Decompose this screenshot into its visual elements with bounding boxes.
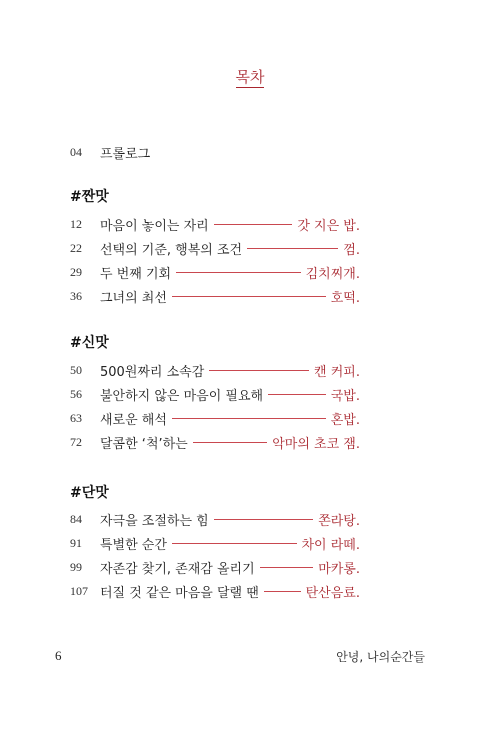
toc-entry-title: 프롤로그 (100, 146, 151, 162)
section-entries (70, 212, 360, 308)
toc-entry[interactable] (70, 212, 360, 236)
toc-entry-title: 특별한 순간 (100, 537, 167, 553)
leader-line (172, 543, 297, 544)
toc-entry-title: 달콤한 ‘척’하는 (100, 436, 188, 452)
toc-entry-food: 갓 지은 밥. (297, 218, 360, 234)
toc-entry-page: 22 (70, 240, 82, 255)
toc-entry-title: 두 번째 기회 (100, 266, 172, 282)
leader-line (260, 567, 314, 568)
page-number: 6 (55, 648, 62, 663)
toc-entry-page: 36 (70, 288, 82, 303)
toc-prologue (70, 140, 360, 164)
toc-entry[interactable] (70, 140, 360, 164)
leader-line (209, 370, 309, 371)
toc-entry-food: 캔 커피. (314, 364, 360, 380)
leader-line (172, 418, 326, 419)
toc-entry-food: 김치찌개. (305, 266, 360, 282)
toc-entry-food: 악마의 초코 잼. (272, 436, 360, 452)
leader-line (247, 248, 338, 249)
running-book-title: 안녕, 나의순간들 (336, 650, 425, 664)
toc-entry-food: 혼밥. (330, 412, 360, 428)
leader-line (172, 296, 326, 297)
toc-entry-title: 불안하지 않은 마음이 필요해 (100, 388, 264, 404)
toc-entry[interactable] (70, 531, 360, 555)
toc-entry[interactable] (70, 507, 360, 531)
section-heading: #단맛 (70, 485, 109, 501)
toc-entry-title: 자극을 조절하는 힘 (100, 513, 209, 529)
toc-entry-page: 107 (70, 583, 88, 598)
toc-entry-page: 12 (70, 216, 82, 231)
toc-entry-title: 새로운 해석 (100, 412, 167, 428)
toc-entry-title: 500원짜리 소속감 (100, 364, 205, 380)
toc-entry-page: 29 (70, 264, 82, 279)
leader-line (193, 442, 268, 443)
toc-entry[interactable] (70, 382, 360, 406)
toc-entry[interactable] (70, 406, 360, 430)
toc-entry[interactable] (70, 284, 360, 308)
toc-entry-title: 마음이 놓이는 자리 (100, 218, 209, 234)
leader-line (214, 519, 313, 520)
section-entries (70, 358, 360, 454)
toc-entry-page: 72 (70, 434, 82, 449)
section-entries (70, 507, 360, 603)
leader-line (264, 591, 301, 592)
toc-entry-page: 04 (70, 144, 82, 159)
leader-line (176, 272, 301, 273)
leader-line (214, 224, 293, 225)
toc-entry-page: 99 (70, 559, 82, 574)
toc-entry-food: 탄산음료. (305, 585, 360, 601)
toc-title: 목차 (235, 68, 265, 86)
toc-entry-page: 50 (70, 362, 82, 377)
toc-entry[interactable] (70, 236, 360, 260)
toc-entry-food: 껌. (343, 242, 360, 258)
section-heading: #짠맛 (70, 189, 109, 205)
toc-entry-food: 국밥. (330, 388, 360, 404)
toc-entry-food: 마카롱. (318, 561, 360, 577)
toc-entry-page: 56 (70, 386, 82, 401)
toc-entry-food: 쫀라탕. (318, 513, 360, 529)
section-heading: #신맛 (70, 335, 109, 351)
toc-entry[interactable] (70, 579, 360, 603)
toc-entry-page: 63 (70, 410, 82, 425)
toc-entry-food: 차이 라떼. (301, 537, 360, 553)
toc-entry-title: 그녀의 최선 (100, 290, 167, 306)
toc-entry-page: 84 (70, 511, 82, 526)
toc-entry[interactable] (70, 260, 360, 284)
toc-entry[interactable] (70, 430, 360, 454)
toc-entry-title: 선택의 기준, 행복의 조건 (100, 242, 243, 258)
toc-entry[interactable] (70, 555, 360, 579)
toc-entry-title: 자존감 찾기, 존재감 올리기 (100, 561, 255, 577)
leader-line (268, 394, 326, 395)
toc-entry[interactable] (70, 358, 360, 382)
toc-entry-title: 터질 것 같은 마음을 달랠 땐 (100, 585, 259, 601)
toc-entry-page: 91 (70, 535, 82, 550)
toc-entry-food: 호떡. (330, 290, 360, 306)
